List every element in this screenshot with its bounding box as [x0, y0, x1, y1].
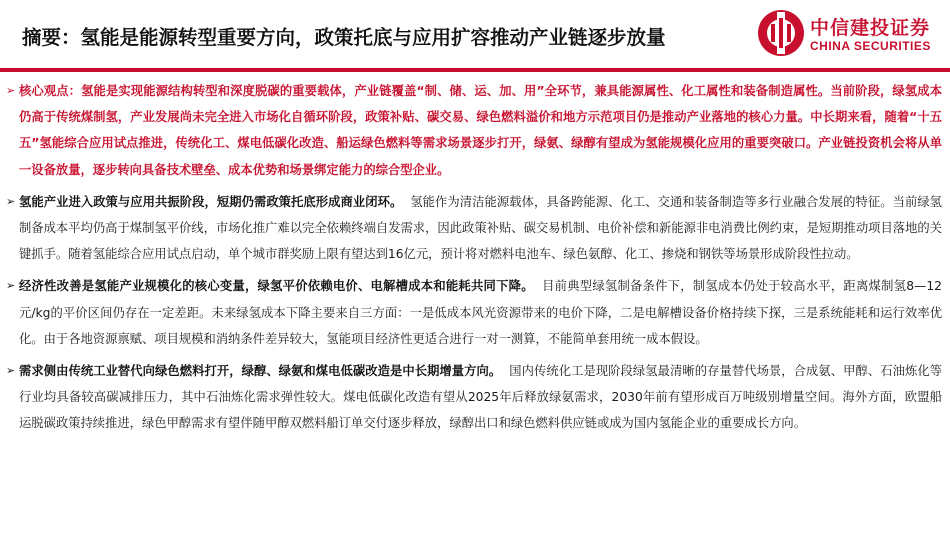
company-logo [756, 8, 944, 62]
summary-content [6, 78, 942, 443]
bullet-arrow-icon: ➢ [6, 364, 16, 378]
demand-paragraph [6, 358, 942, 437]
bullet-arrow-icon: ➢ [6, 279, 16, 293]
page-title: 摘要：氢能是能源转型重要方向，政策托底与应用扩容推动产业链逐步放量 [22, 26, 666, 49]
logo-text-en: CHINA SECURITIES [810, 39, 931, 53]
paragraph-lead: 需求侧由传统工业替代向绿色燃料打开，绿醇、绿氨和煤电低碳改造是中长期增量方向。 [19, 364, 502, 379]
policy-paragraph [6, 189, 942, 268]
bullet-arrow-icon: ➢ [6, 194, 16, 208]
logo-text-cn: 中信建投证券 [810, 17, 931, 39]
paragraph-body: 目前典型绿氢制备条件下，制氢成本仍处于较高水平，距离煤制氢8—12元/kg的平价区间仍存在一定差距。未来绿氢成本下降主要来自三方面：一是低成本风光资源带来的电价下降，二是电解槽设备价格持续下探，三是系统能耗和运行效率优化。由于各地资源禀赋、项目规模和消纳条件差异较大，氢能项目经济性更适合进行一对一测算，不能简单套用统一成本假设。 [19, 279, 942, 346]
key-points-paragraph [6, 78, 942, 183]
economics-paragraph [6, 273, 942, 352]
paragraph-lead: 经济性改善是氢能产业规模化的核心变量，绿氢平价依赖电价、电解槽成本和能耗共同下降。 [19, 279, 534, 294]
paragraph-lead: 氢能产业进入政策与应用共振阶段，短期仍需政策托底形成商业闭环。 [19, 194, 403, 209]
header [0, 0, 950, 78]
paragraph-body: 氢能作为清洁能源载体，具备跨能源、化工、交通和装备制造等多行业融合发展的特征。当前绿氢制备成本平均仍高于煤制氢平价线，市场化推广难以完全依赖终端自发需求，因此政策补贴、碳交易机制、电价补偿和新能源非电消费比例约束，是短期推动项目落地的关键抓手。随着氢能综合应用试点启动，单个城市群奖励上限有望达到16亿元，预计将对燃料电池车、绿色氨醇、化工、掺烧和钢铁等场景形成阶段性拉动。 [19, 194, 942, 262]
paragraph-body: 国内传统化工是现阶段绿氢最清晰的存量替代场景，合成氨、甲醇、石油炼化等行业均具备较高碳减排压力，其中石油炼化需求弹性较大。煤电低碳化改造有望从2025年后释放绿氨需求，2030年前有望形成百万吨级别增量空间。海外方面，欧盟船运脱碳政策持续推进，绿色甲醇需求有望伴随甲醇双燃料船订单交付逐步释放，绿醇出口和绿色燃料供应链或成为国内氢能企业的重要成长方向。 [19, 364, 942, 431]
paragraph-body: 核心观点：氢能是实现能源结构转型和深度脱碳的重要载体，产业链覆盖“制、储、运、加、用”全环节，兼具能源属性、化工属性和装备制造属性。当前阶段，绿氢成本仍高于传统煤制氢，产业发展尚未完全进入市场化自循环阶段，政策补贴、碳交易、绿色燃料溢价和地方示范项目仍是推动产业落地的核心力量。中长期来看，随着“十五五”氢能综合应用试点推进，传统化工、煤电低碳化改造、船运绿色燃料等需求场景逐步打开，绿氨、绿醇有望成为氢能规模化应用的重要突破口。产业链投资机会将从单一设备放量，逐步转向具备技术壁垒、成本优势和场景绑定能力的综合型企业。 [19, 84, 942, 177]
paragraph-spacer [534, 279, 542, 293]
bullet-arrow-icon: ➢ [6, 84, 16, 97]
header-divider [0, 68, 950, 72]
citic-logo-icon [756, 8, 806, 58]
